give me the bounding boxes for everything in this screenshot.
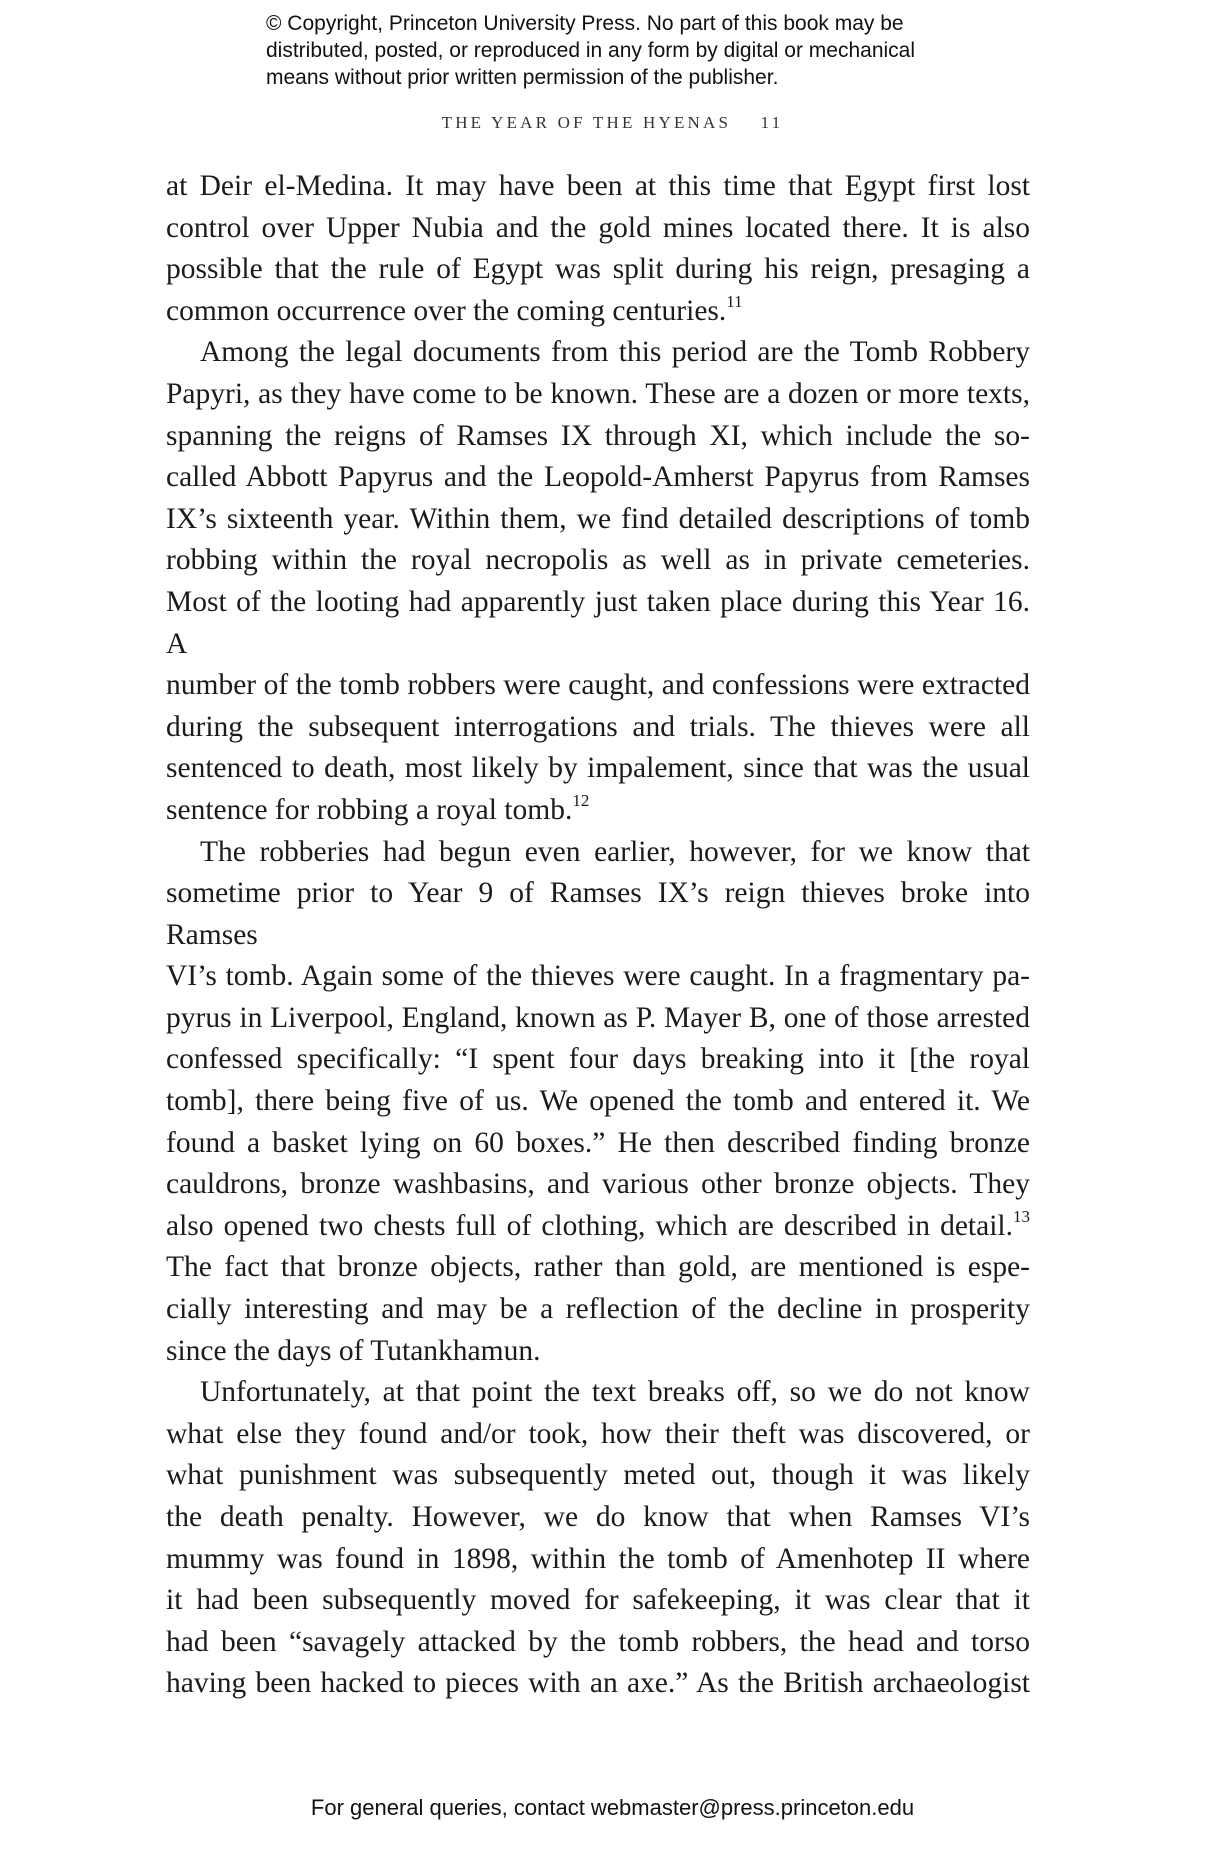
footnote-marker[interactable]: 13 xyxy=(1013,1206,1030,1226)
body-text xyxy=(166,166,1030,1705)
text-line: possible that the rule of Egypt was split during his reign, presaging a xyxy=(166,253,1030,286)
text-line: Unfortunately, at that point the text breaks off, so we do not know xyxy=(200,1376,1030,1409)
text-line: at Deir el-Medina. It may have been at this time that Egypt first lost xyxy=(166,170,1030,202)
text-line: confessed specifically: “I spent four days breaking into it [the royal xyxy=(166,1043,1030,1076)
footnote-marker[interactable]: 11 xyxy=(726,291,743,311)
paragraph-4 xyxy=(166,1372,1030,1705)
copyright-line: distributed, posted, or reproduced in any form by digital or mechanical xyxy=(266,39,916,62)
text-line: Among the legal documents from this period are the Tomb Robbery xyxy=(200,336,1030,369)
text-line-with-footnote xyxy=(166,790,1030,832)
text-line: number of the tomb robbers were caught, and confessions were extracted xyxy=(166,669,1030,702)
running-title: THE YEAR OF THE HYENAS xyxy=(441,113,732,132)
text-line: sentence for robbing a royal tomb. xyxy=(166,793,573,826)
text-line: mummy was found in 1898, within the tomb of Amenhotep II where xyxy=(166,1542,1030,1575)
copyright-line: © Copyright, Princeton University Press. No part of this book may be xyxy=(266,12,904,35)
text-line: the death penalty. However, we do know that when Ramses VI’s xyxy=(166,1501,1030,1533)
text-line: it had been subsequently moved for safekeeping, it was clear that it xyxy=(166,1584,1030,1617)
text-line: control over Upper Nubia and the gold mines located there. It is also xyxy=(166,211,1030,244)
text-line: tomb], there being five of us. We opened the tomb and entered it. We xyxy=(166,1085,1030,1118)
text-line: had been “savagely attacked by the tomb robbers, the head and torso xyxy=(166,1625,1030,1658)
text-line: sometime prior to Year 9 of Ramses IX’s reign thieves broke into Ramses xyxy=(166,877,1030,951)
paragraph-3 xyxy=(166,832,1030,1373)
footnote-marker[interactable]: 12 xyxy=(572,790,590,810)
text-line: The fact that bronze objects, rather than gold, are mentioned is espe- xyxy=(166,1251,1030,1284)
page-number: 11 xyxy=(760,113,784,132)
text-line: since the days of Tutankhamun. xyxy=(166,1334,541,1367)
paragraph-1 xyxy=(166,166,1030,332)
copyright-line: means without prior written permission of the publisher. xyxy=(266,66,779,89)
text-line: The robberies had begun even earlier, however, for we know that xyxy=(200,835,1030,868)
copyright-notice xyxy=(266,10,1026,91)
text-line: robbing within the royal necropolis as well as in private cemeteries. xyxy=(166,544,1030,577)
text-line: called Abbott Papyrus and the Leopold-Amherst Papyrus from Ramses xyxy=(166,461,1030,494)
text-line: what punishment was subsequently meted out, though it was likely xyxy=(166,1459,1030,1492)
text-line: also opened two chests full of clothing, which are described in detail. xyxy=(166,1209,1013,1242)
paragraph-2 xyxy=(166,332,1030,831)
text-line: cially interesting and may be a reflection of the decline in prosperity xyxy=(166,1293,1030,1326)
text-line: VI’s tomb. Again some of the thieves were caught. In a fragmentary pa- xyxy=(166,960,1030,993)
text-line-with-footnote xyxy=(166,291,1030,333)
text-line: what else they found and/or took, how their theft was discovered, or xyxy=(166,1417,1030,1450)
text-line-with-footnote xyxy=(166,1206,1030,1248)
text-line: during the subsequent interrogations and trials. The thieves were all xyxy=(166,710,1030,743)
text-line: IX’s sixteenth year. Within them, we find detailed descriptions of tomb xyxy=(166,502,1030,535)
text-line: cauldrons, bronze washbasins, and various other bronze objects. They xyxy=(166,1168,1030,1201)
text-line: common occurrence over the coming centuries. xyxy=(166,294,727,327)
text-line: pyrus in Liverpool, England, known as P. Mayer B, one of those arrested xyxy=(166,1001,1030,1034)
text-line: having been hacked to pieces with an axe.” As the British archaeologist xyxy=(166,1667,1030,1700)
text-line: sentenced to death, most likely by impalement, since that was the usual xyxy=(166,752,1030,785)
text-line: spanning the reigns of Ramses IX through XI, which include the so- xyxy=(166,419,1030,452)
text-line: found a basket lying on 60 boxes.” He then described finding bronze xyxy=(166,1126,1030,1159)
running-head xyxy=(0,113,1225,133)
text-line: Papyri, as they have come to be known. These are a dozen or more texts, xyxy=(166,377,1030,410)
text-line: Most of the looting had apparently just taken place during this Year 16. A xyxy=(166,585,1030,660)
footer-contact: For general queries, contact webmaster@press.princeton.edu xyxy=(310,1795,915,1820)
